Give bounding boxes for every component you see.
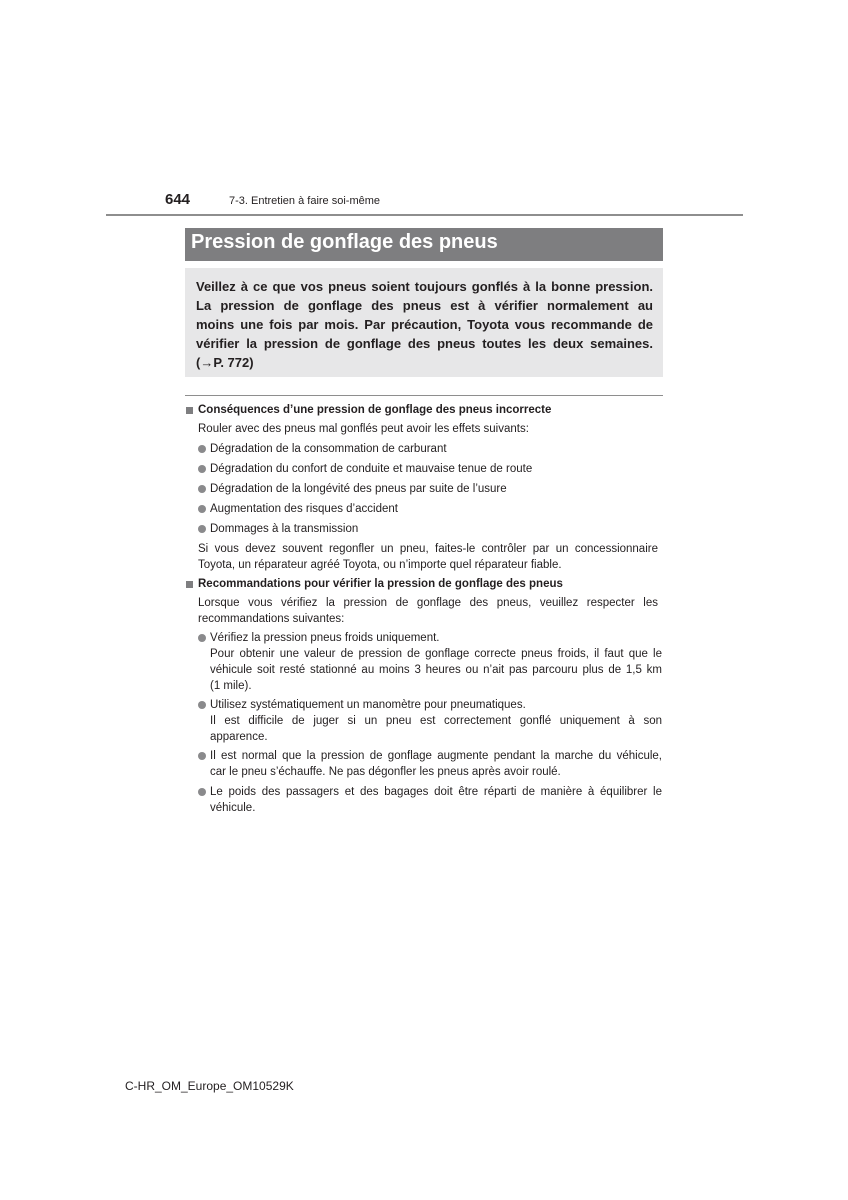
intro-line: La pression de gonflage des pneus est à vérifier normalement au — [196, 298, 653, 313]
list-item-detail: Il est difficile de juger si un pneu est correctement gonflé uniquement à son — [210, 715, 662, 727]
list-item-detail: car le pneu s’échauffe. Ne pas dégonfler les pneus après avoir roulé. — [210, 766, 561, 778]
list-item-detail: véhicule. — [210, 802, 256, 814]
section2-heading: Recommandations pour vérifier la pression de gonflage des pneus — [198, 578, 563, 590]
section1-lead: Rouler avec des pneus mal gonflés peut avoir les effets suivants: — [198, 423, 529, 435]
circle-bullet-icon — [198, 485, 206, 493]
square-bullet-icon — [186, 581, 193, 588]
header-divider — [106, 214, 743, 216]
circle-bullet-icon — [198, 465, 206, 473]
list-item-detail: Pour obtenir une valeur de pression de gonflage correcte pneus froids, il faut que le — [210, 648, 662, 660]
circle-bullet-icon — [198, 752, 206, 760]
list-item-detail: apparence. — [210, 731, 268, 743]
circle-bullet-icon — [198, 445, 206, 453]
list-item: Utilisez systématiquement un manomètre pour pneumatiques. — [210, 699, 526, 711]
section-reference: 7-3. Entretien à faire soi-même — [229, 195, 381, 207]
list-item: Augmentation des risques d’accident — [210, 503, 398, 515]
title-band — [185, 228, 663, 261]
list-item-detail: véhicule soit resté stationné au moins 3 heures ou n’ait pas parcouru plus de 1,5 km — [210, 664, 662, 676]
document-code: C-HR_OM_Europe_OM10529K — [125, 1079, 294, 1093]
list-item: Vérifiez la pression pneus froids uniquement. — [210, 632, 440, 644]
circle-bullet-icon — [198, 788, 206, 796]
intro-line: vérifier la pression de gonflage des pneus toutes les deux semaines. — [196, 336, 653, 351]
circle-bullet-icon — [198, 505, 206, 513]
page-title: Pression de gonflage des pneus — [191, 231, 498, 253]
list-item: Il est normal que la pression de gonflage augmente pendant la marche du véhicule, — [210, 750, 662, 762]
section1-closing-line: Toyota, un réparateur agréé Toyota, ou n’importe quel réparateur fiable. — [198, 559, 562, 571]
circle-bullet-icon — [198, 634, 206, 642]
list-item: Dégradation de la consommation de carburant — [210, 443, 447, 455]
section-divider — [185, 395, 663, 396]
square-bullet-icon — [186, 407, 193, 414]
list-item: Le poids des passagers et des bagages doit être réparti de manière à équilibrer le — [210, 786, 662, 798]
section1-heading: Conséquences d’une pression de gonflage des pneus incorrecte — [198, 404, 552, 416]
intro-page-reference: (→P. 772) — [196, 355, 254, 370]
section2-lead-line: recommandations suivantes: — [198, 613, 345, 625]
intro-box — [185, 268, 663, 377]
list-item: Dégradation du confort de conduite et mauvaise tenue de route — [210, 463, 533, 475]
section2-lead-line: Lorsque vous vérifiez la pression de gonflage des pneus, veuillez respecter les — [198, 597, 658, 609]
list-item: Dommages à la transmission — [210, 523, 359, 535]
section1-closing-line: Si vous devez souvent regonfler un pneu, faites-le contrôler par un concessionnaire — [198, 543, 658, 555]
list-item: Dégradation de la longévité des pneus par suite de l’usure — [210, 483, 507, 495]
intro-line: moins une fois par mois. Par précaution, Toyota vous recommande de — [196, 317, 653, 332]
page-number: 644 — [165, 191, 191, 208]
list-item-detail: (1 mile). — [210, 680, 252, 692]
circle-bullet-icon — [198, 701, 206, 709]
circle-bullet-icon — [198, 525, 206, 533]
intro-line: Veillez à ce que vos pneus soient toujours gonflés à la bonne pression. — [196, 279, 653, 294]
